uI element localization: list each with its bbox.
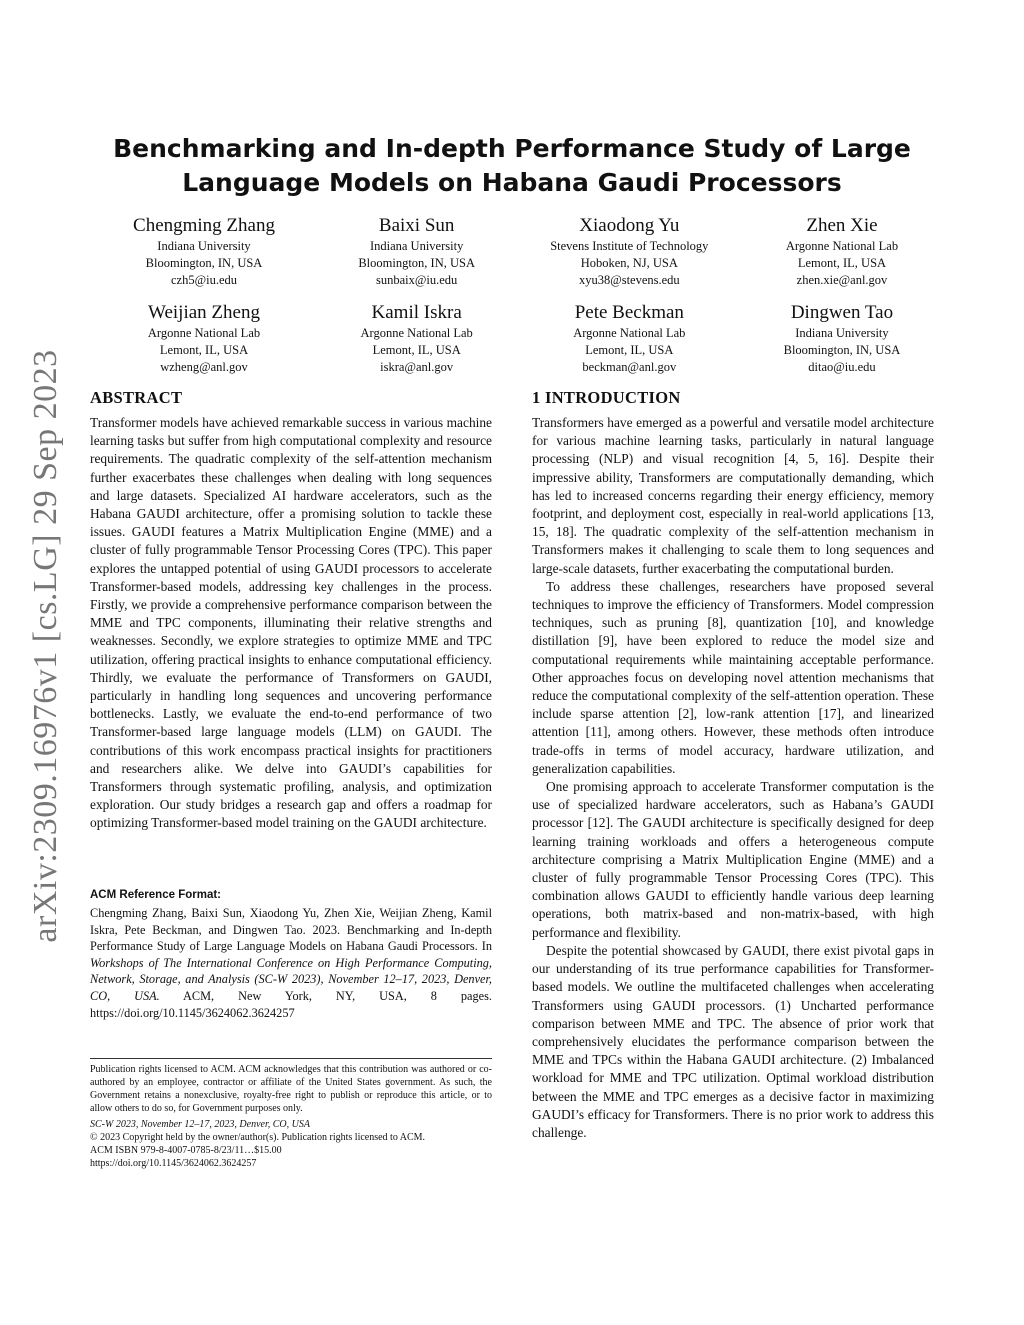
author-location: Lemont, IL, USA — [797, 256, 887, 270]
introduction-section — [532, 388, 934, 1142]
author-affiliation: Indiana University — [795, 326, 889, 340]
author-email[interactable]: wzheng@anl.gov — [160, 360, 248, 374]
author-affiliation: Stevens Institute of Technology — [550, 239, 709, 253]
author-name: Dingwen Tao — [790, 302, 894, 323]
author-block — [736, 301, 948, 376]
author-affiliation: Argonne National Lab — [360, 326, 473, 340]
author-email[interactable]: sunbaix@iu.edu — [376, 273, 458, 287]
abstract-text: Transformer models have achieved remarkable success in various machine learning tasks but suffer from high computational complexity and resource requirements. The quadratic complexity of the self-attention mechanism further exacerbates these challenges when dealing with long sequences and large datasets. Specialized AI hardware accelerators, such as the Habana GAUDI architecture, offer a promising solution to tackle these issues. GAUDI features a Matrix Multiplication Engine (MME) and a cluster of fully programmable Tensor Processing Cores (TPC). This paper explores the untapped potential of using GAUDI processors to accelerate Transformer-based models, addressing key challenges in the process. Firstly, we provide a comprehensive performance comparison between the MME and TPC components, illuminating their relative strengths and weaknesses. Secondly, we explore strategies to optimize MME and TPC utilization, offering practical insights to enhance computational efficiency. Thirdly, we evaluate the performance of Transformers on GAUDI, particularly in handling long sequences and uncovering performance bottlenecks. Lastly, we evaluate the end-to-end performance of two Transformer-based large language models (LLM) on GAUDI. The contributions of this work encompass practical insights for practitioners and researchers alike. We delve into GAUDI’s capabilities for Transformers through systematic profiling, analysis, and optimization exploration. Our study bridges a research gap and offers a roadmap for optimizing Transformer-based model training on the GAUDI architecture. — [90, 415, 492, 831]
author-name: Baixi Sun — [378, 215, 455, 236]
author-name: Zhen Xie — [806, 215, 878, 236]
intro-paragraph: Transformers have emerged as a powerful and versatile model architecture for various machine learning tasks, particularly in natural language processing (NLP) and visual recognition [4, 5, 16]. Despite their impressive ability, Transformers are computationally demanding, which has led to increased concerns regarding their energy efficiency, memory footprint, and deployment cost, especially in real-world applications [13, 15, 18]. The quadratic complexity of the self-attention mechanism in Transformers makes it challenging to scale them to long sequences and large-scale datasets, further exacerbating the computational burden. — [532, 415, 934, 576]
author-affiliation: Indiana University — [369, 239, 464, 253]
copyright-footnote — [90, 1058, 492, 1170]
author-block — [98, 301, 310, 376]
intro-paragraph: One promising approach to accelerate Transformer computation is the use of specialized hardware accelerators, such as Habana’s GAUDI processor [12]. The GAUDI architecture is specifically designed for deep learning training workloads and offers a heterogeneous compute architecture comprising a Matrix Multiplication Engine (MME) and a cluster of fully programmable Tensor Processing Cores (TPC). This combination allows GAUDI to efficiently handle various deep learning operations, both matrix-based and non-matrix-based, with high performance and flexibility. — [532, 779, 934, 940]
author-block — [311, 214, 523, 289]
author-name: Kamil Iskra — [371, 302, 462, 323]
acm-reference-heading: ACM Reference Format: — [90, 889, 221, 901]
acm-reference-format — [90, 887, 492, 1021]
acm-reference-authors: Chengming Zhang, Baixi Sun, Xiaodong Yu, Zhen Xie, Weijian Zheng, Kamil Iskra, Pete Beckman, and Dingwen Tao. 2023. Benchmarking and In-depth Performance Study of Large Language Models on Habana Gaudi Processors. In — [90, 906, 492, 954]
author-name: Xiaodong Yu — [579, 215, 680, 236]
author-name: Weijian Zheng — [148, 302, 260, 323]
rights-statement: Publication rights licensed to ACM. ACM acknowledges that this contribution was authored or co-authored by an employee, contractor or affiliate of the United States government. As such, the Government retains a nonexclusive, royalty-free right to publish or reproduce this article, or to allow others to do so, for Government purposes only. — [90, 1064, 492, 1114]
author-location: Bloomington, IN, USA — [145, 256, 263, 270]
author-block — [523, 214, 735, 289]
author-email[interactable]: iskra@anl.gov — [380, 360, 454, 374]
author-location: Lemont, IL, USA — [585, 343, 674, 357]
copyright-line: © 2023 Copyright held by the owner/author(s). Publication rights licensed to ACM. — [90, 1132, 426, 1143]
author-location: Lemont, IL, USA — [159, 343, 249, 357]
author-affiliation: Argonne National Lab — [785, 239, 899, 253]
author-name: Pete Beckman — [574, 302, 684, 323]
abstract-section — [90, 388, 492, 833]
acm-reference-text — [90, 905, 492, 1021]
doi-link[interactable]: https://doi.org/10.1145/3624062.3624257 — [90, 1158, 257, 1169]
author-location: Bloomington, IN, USA — [358, 256, 475, 270]
author-name: Chengming Zhang — [133, 215, 275, 236]
acm-reference-publisher-doi: ACM, New York, NY, USA, 8 pages. https://doi.org/10.1145/3624062.3624257 — [90, 988, 492, 1020]
author-email[interactable]: xyu38@stevens.edu — [578, 273, 680, 287]
paper-title: Benchmarking and In-depth Performance Study of Large Language Models on Habana Gaudi Processors — [113, 134, 911, 197]
author-block — [98, 214, 310, 289]
author-email[interactable]: zhen.xie@anl.gov — [796, 273, 888, 287]
author-block — [311, 301, 523, 376]
author-location: Bloomington, IN, USA — [783, 343, 901, 357]
footnote-venue: SC-W 2023, November 12–17, 2023, Denver, CO, USA — [90, 1119, 310, 1130]
abstract-heading: ABSTRACT — [90, 388, 183, 407]
author-email[interactable]: ditao@iu.edu — [808, 360, 876, 374]
author-block — [523, 301, 735, 376]
footnote-divider — [90, 1058, 492, 1059]
author-affiliation: Argonne National Lab — [147, 326, 261, 340]
author-affiliation: Indiana University — [157, 239, 251, 253]
acm-reference-venue: Workshops of The International Conference on High Performance Computing, Network, Storage, and Analysis (SC-W 2023), November 12–17, 2023, Denver, CO, USA. — [90, 955, 492, 1003]
authors-row-2 — [98, 301, 948, 376]
author-location: Lemont, IL, USA — [372, 343, 461, 357]
author-email[interactable]: beckman@anl.gov — [582, 360, 677, 374]
author-email[interactable]: czh5@iu.edu — [170, 273, 237, 287]
author-affiliation: Argonne National Lab — [573, 326, 686, 340]
authors-row-1 — [98, 214, 948, 289]
arxiv-identifier-stamp: arXiv:2309.16976v1 [cs.LG] 29 Sep 2023 — [27, 349, 64, 943]
introduction-heading: 1 INTRODUCTION — [532, 388, 681, 407]
isbn-line: ACM ISBN 979-8-4007-0785-8/23/11…$15.00 — [90, 1145, 282, 1156]
author-block — [736, 214, 948, 289]
author-location: Hoboken, NJ, USA — [580, 256, 678, 270]
intro-paragraph: To address these challenges, researchers have proposed several techniques to improve the efficiency of Transformers. Model compression techniques, such as pruning [8], quantization [10], and knowledge distillation [9], have been explored to reduce the model size and computational requirements while maintaining acceptable performance. Other approaches focus on developing novel attention mechanisms that reduce the computational complexity of the self-attention operation. These include sparse attention [2], low-rank attention [17], and linearized attention [11], among others. However, these methods often introduce trade-offs in terms of model accuracy, hardware utilization, and generalization capabilities. — [532, 578, 934, 776]
intro-paragraph: Despite the potential showcased by GAUDI, there exist pivotal gaps in our understanding of its true performance capabilities for Transformer-based models. We outline the multifaceted challenges when accelerating Transformers using GAUDI processors. (1) Uncharted performance comparison between MME and TPC. The absence of prior work that comprehensively elucidates the performance comparison between the MME and TPCs within the Habana GAUDI architecture. (2) Imbalanced workload for MME and TPC utilization. Optimal workload distribution between the MME and TPC emerges as a decisive factor in maximizing GAUDI’s efficacy for Transformers. There is no prior work to address this challenge. — [532, 942, 934, 1140]
